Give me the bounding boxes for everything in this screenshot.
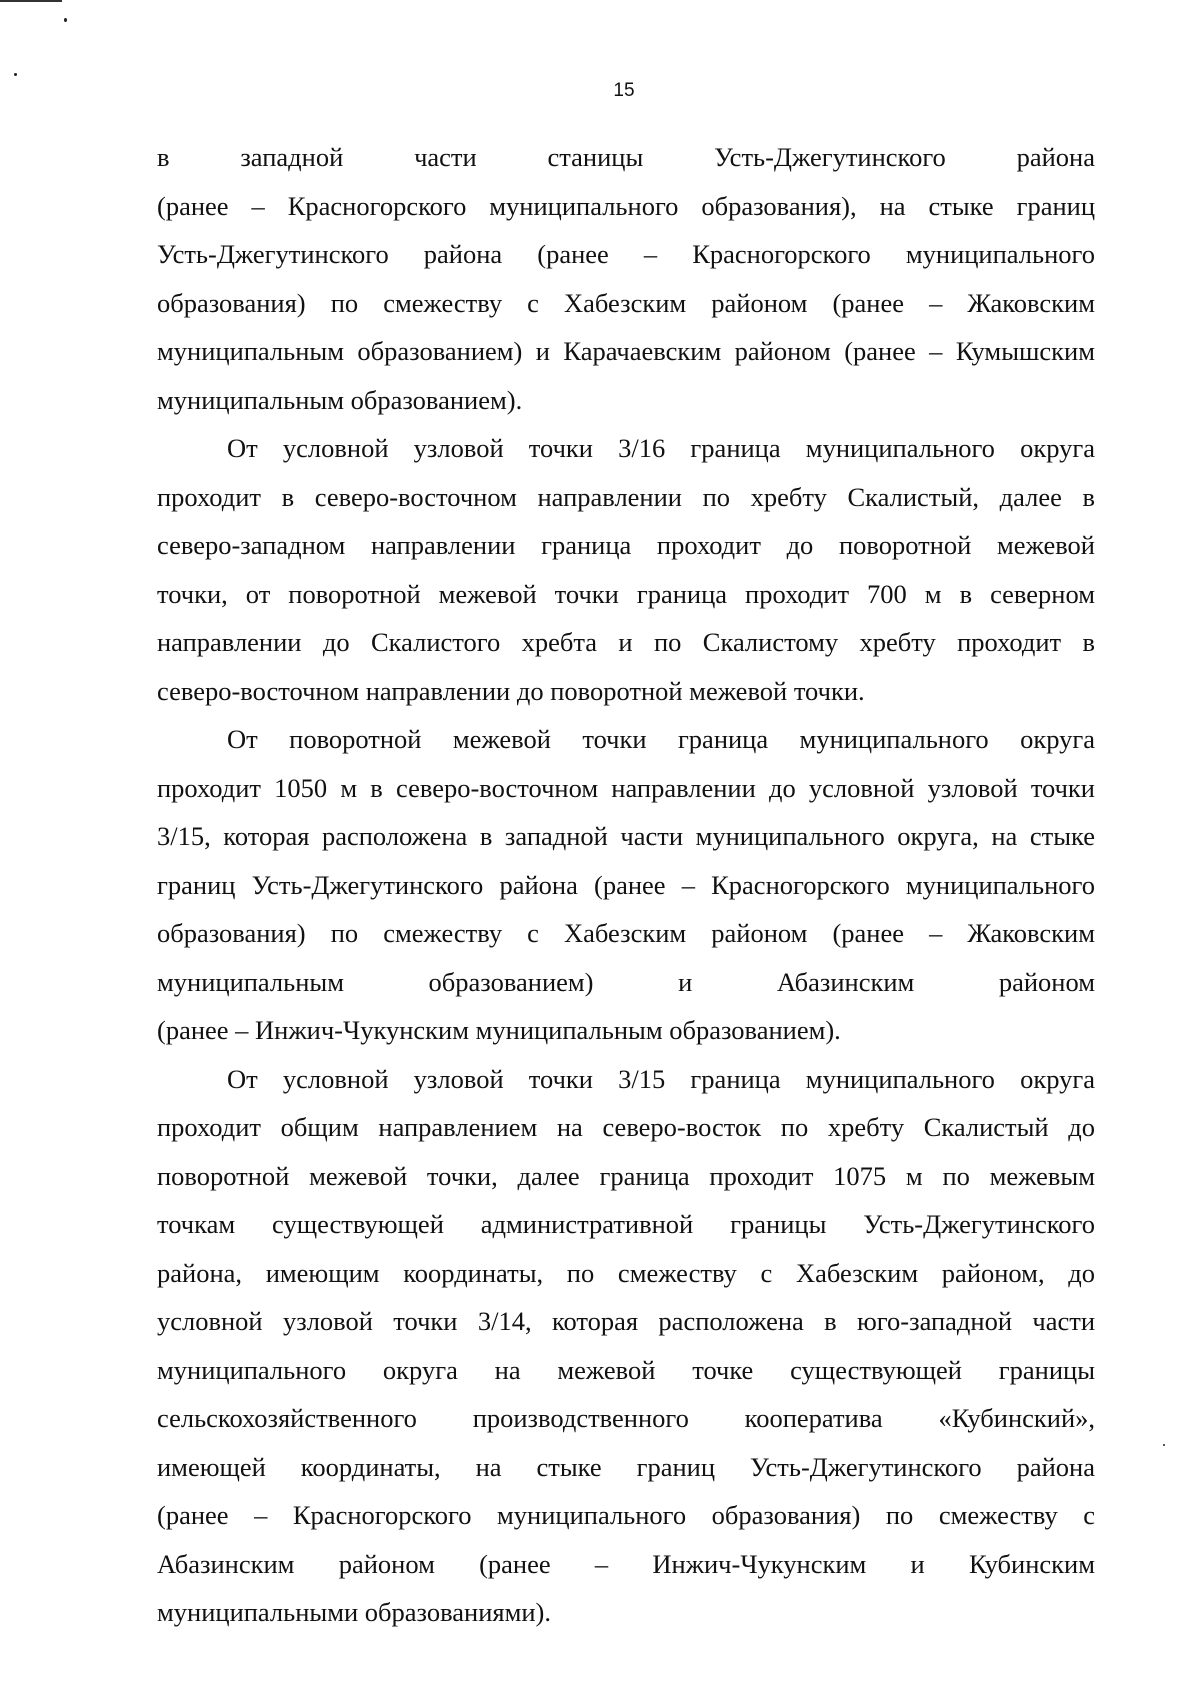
document-body [157, 133, 1095, 1637]
text-line: От поворотной межевой точки граница муниципального округа [227, 724, 1095, 754]
text-line: проходит в северо-восточном направлении по хребту Скалистый, далее в [157, 481, 1095, 512]
text-line: проходит 1050 м в северо-восточном направлении до условной узловой точки [157, 772, 1095, 803]
text-line: района, имеющим координаты, по смежеству с Хабезским районом, до [157, 1257, 1095, 1288]
scan-edge-rule [0, 0, 62, 2]
scan-speck [14, 73, 17, 76]
text-line: имеющей координаты, на стыке границ Усть-Джегутинского района [157, 1451, 1095, 1482]
text-line: (ранее – Красногорского муниципального образования), на стыке границ [157, 190, 1095, 221]
scan-speck [1163, 1444, 1165, 1446]
text-line: От условной узловой точки 3/16 граница муниципального округа [227, 433, 1095, 463]
text-line: (ранее – Красногорского муниципального образования) по смежеству с [157, 1500, 1095, 1530]
text-line: муниципальным образованием). [157, 384, 523, 415]
text-line: направлении до Скалистого хребта и по Скалистому хребту проходит в [157, 627, 1095, 657]
text-line: границ Усть-Джегутинского района (ранее – Красногорского муниципального [157, 869, 1095, 900]
text-line: муниципальным образованием) и Карачаевским районом (ранее – Кумышским [157, 336, 1095, 366]
text-line: в западной части станицы Усть-Джегутинского района [157, 142, 1095, 172]
text-line: 3/15, которая расположена в западной части муниципального округа, на стыке [157, 821, 1095, 851]
text-line: образования) по смежеству с Хабезским районом (ранее – Жаковским [157, 287, 1095, 318]
text-line: От условной узловой точки 3/15 граница муниципального округа [227, 1063, 1095, 1094]
scan-speck [64, 18, 67, 22]
page-number: 15 [613, 80, 635, 101]
text-line: точки, от поворотной межевой точки граница проходит 700 м в северном [157, 578, 1095, 609]
text-line: условной узловой точки 3/14, которая расположена в юго-западной части [157, 1306, 1095, 1336]
text-line: (ранее – Инжич-Чукунским муниципальным образованием). [157, 1015, 841, 1045]
text-line: муниципальными образованиями). [157, 1597, 551, 1627]
text-line: муниципального округа на межевой точке существующей границы [157, 1354, 1095, 1385]
text-line: образования) по смежеству с Хабезским районом (ранее – Жаковским [157, 918, 1095, 948]
text-line: северо-восточном направлении до поворотной межевой точки. [157, 675, 865, 706]
text-line: проходит общим направлением на северо-восток по хребту Скалистый до [157, 1112, 1095, 1142]
text-line: муниципальным образованием) и Абазинским районом [157, 966, 1095, 997]
text-line: Усть-Джегутинского района (ранее – Красногорского муниципального [157, 239, 1095, 269]
text-line: поворотной межевой точки, далее граница проходит 1075 м по межевым [157, 1160, 1095, 1191]
text-line: точкам существующей административной границы Усть-Джегутинского [157, 1209, 1095, 1239]
text-line: сельскохозяйственного производственного кооператива «Кубинский», [157, 1403, 1095, 1433]
text-line: Абазинским районом (ранее – Инжич-Чукунским и Кубинским [157, 1548, 1095, 1579]
text-line: северо-западном направлении граница проходит до поворотной межевой [157, 530, 1095, 560]
